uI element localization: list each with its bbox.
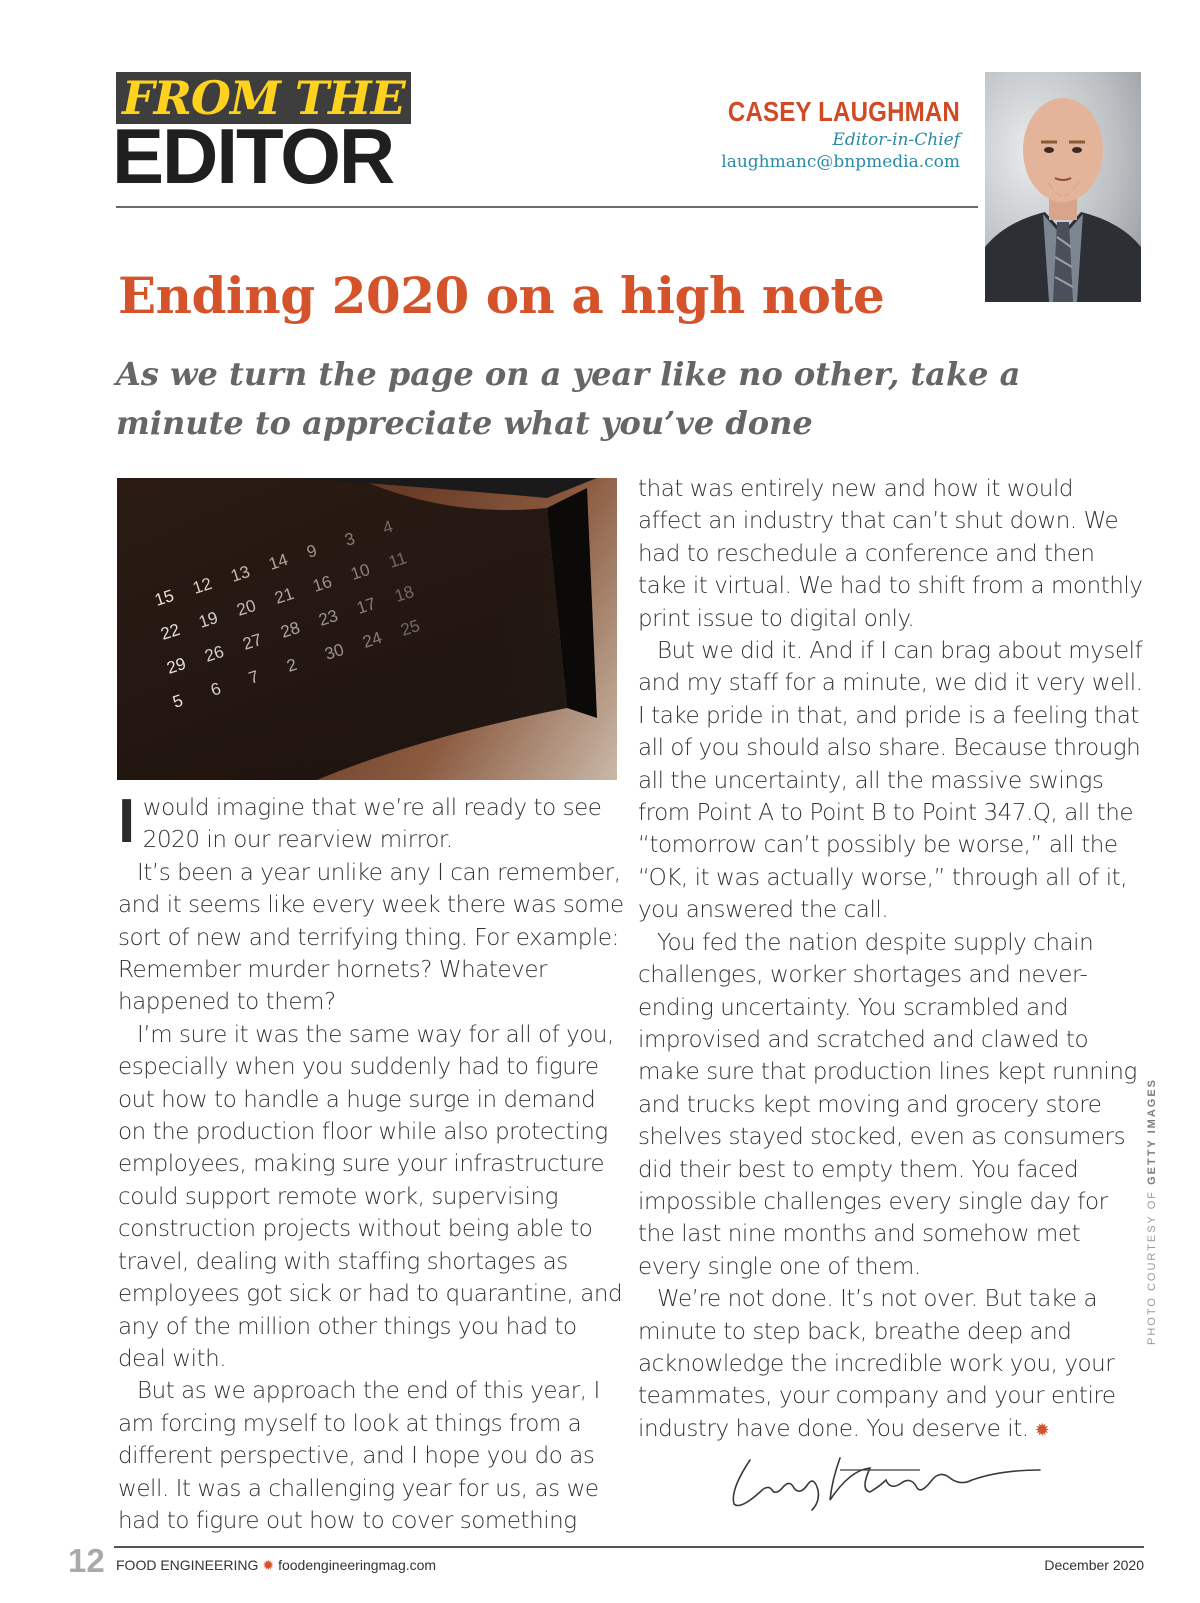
calendar-day-number: 30 bbox=[322, 639, 347, 664]
calendar-day-number: 12 bbox=[190, 573, 215, 598]
calendar-day-number: 24 bbox=[360, 627, 385, 652]
calendar-day-number: 28 bbox=[278, 617, 303, 642]
calendar-day-number: 19 bbox=[196, 607, 221, 632]
calendar-day-number: 4 bbox=[380, 516, 396, 538]
footer-divider bbox=[114, 1546, 1144, 1548]
article-paragraph-6: You fed the nation despite supply chain challenges, worker shortages and never-ending uncertainty. You scrambled and improvised and scratched and clawed to make sure that production lines kept running and trucks kept moving and grocery store shelves stayed stocked, even as consumers did their best to empty them. You faced impossible challenges every single day for the last nine months and somehow met every single one of them. bbox=[638, 929, 1137, 1280]
section-kicker: FROM THE bbox=[116, 72, 411, 124]
photo-credit-prefix: PHOTO COURTESY OF bbox=[1146, 1189, 1158, 1345]
article-paragraph-4-continued: that was entirely new and how it would affect an industry that can’t shut down. We had to reschedule a conference and then take it virtual. We had to shift from a monthly print issue to digital only. bbox=[638, 476, 1143, 632]
publication-name: FOOD ENGINEERING bbox=[116, 1557, 259, 1573]
masthead-divider bbox=[116, 206, 978, 208]
article-paragraph-3: I’m sure it was the same way for all of you, especially when you suddenly had to figure out how to handle a huge surge in demand on the production floor while also protecting employees, making sure your infrastructure could support remote work, supervising construction projects without being able to travel, dealing with staffing shortages as employees got sick or had to quarantine, and any of the million other things you had to deal with. bbox=[118, 1021, 623, 1372]
calendar-day-number: 10 bbox=[348, 559, 373, 584]
calendar-day-number: 18 bbox=[392, 581, 417, 606]
calendar-day-number: 3 bbox=[342, 528, 358, 550]
article-paragraph-4: But as we approach the end of this year, I am forcing myself to look at things from a different perspective, and I hope you do as well. It was a challenging year for us, as we had to figure out how to cover something bbox=[118, 1378, 600, 1534]
calendar-day-number: 2 bbox=[284, 654, 300, 676]
drop-cap: I bbox=[118, 787, 135, 856]
author-headshot bbox=[985, 72, 1141, 302]
calendar-day-number: 20 bbox=[234, 595, 259, 620]
calendar-day-number: 15 bbox=[152, 585, 177, 610]
calendar-illustration bbox=[117, 478, 617, 780]
author-email-link[interactable]: laughmanc@bnpmedia.com bbox=[721, 152, 960, 172]
author-name: CASEY LAUGHMAN bbox=[727, 96, 960, 127]
end-mark-icon: ✹ bbox=[1034, 1419, 1050, 1441]
article-headline: Ending 2020 on a high note bbox=[118, 266, 885, 325]
calendar-day-number: 14 bbox=[266, 549, 291, 574]
article-paragraph-2: It’s been a year unlike any I can remember, and it seems like every week there was some sort of new and terrifying thing. For example: Remember murder hornets? Whatever happened to them? bbox=[118, 859, 624, 1016]
footer-publication bbox=[116, 1557, 436, 1574]
calendar-day-number: 11 bbox=[386, 548, 410, 572]
page-number: 12 bbox=[68, 1542, 105, 1579]
calendar-day-number: 6 bbox=[208, 678, 224, 700]
calendar-day-number: 9 bbox=[304, 540, 320, 562]
calendar-day-number: 27 bbox=[240, 629, 265, 654]
article-column-left bbox=[118, 787, 624, 1537]
calendar-day-number: 13 bbox=[228, 561, 253, 586]
calendar-day-number: 26 bbox=[202, 641, 227, 666]
calendar-day-number: 21 bbox=[272, 583, 297, 608]
separator-icon: ✹ bbox=[262, 1557, 275, 1573]
photo-credit-source: GETTY IMAGES bbox=[1146, 1077, 1158, 1185]
article-paragraph-1 bbox=[118, 787, 624, 857]
calendar-day-number: 5 bbox=[170, 690, 186, 712]
photo-credit bbox=[1146, 1077, 1162, 1345]
section-title: EDITOR bbox=[112, 112, 394, 200]
article-paragraph-7 bbox=[638, 1283, 1143, 1447]
article-deck: As we turn the page on a year like no other, take a minute to appreciate what you’ve done bbox=[116, 355, 1021, 442]
calendar-day-number: 7 bbox=[246, 666, 262, 688]
article-paragraph-5: But we did it. And if I can brag about myself and my staff for a minute, we did it very well. I take pride in that, and pride is a feeling that all of you should also share. Because through all the uncertainty, all the massive swings from Point A to Point B to Point 347.Q, all the “tomorrow can’t possibly be worse,” all the “OK, it was actually worse,” through all of it, you answered the call. bbox=[638, 638, 1143, 924]
editor-signature bbox=[720, 1440, 1050, 1520]
calendar-day-number: 29 bbox=[164, 653, 189, 678]
author-role: Editor-in-Chief bbox=[832, 130, 960, 150]
calendar-photo bbox=[117, 478, 617, 780]
paragraph-7-text: We’re not done. It’s not over. But take a minute to step back, breathe deep and acknowledge the incredible work you, your teammates, your company and your entire industry have done. You deserve it. bbox=[638, 1286, 1116, 1442]
website-link[interactable]: foodengineeringmag.com bbox=[278, 1557, 437, 1573]
calendar-day-number: 17 bbox=[354, 593, 379, 618]
calendar-day-number: 23 bbox=[316, 605, 341, 630]
calendar-day-number: 25 bbox=[398, 615, 423, 640]
issue-date: December 2020 bbox=[1044, 1557, 1144, 1573]
article-column-right bbox=[638, 473, 1143, 1447]
headshot-illustration bbox=[985, 72, 1141, 302]
paragraph-1-text: would imagine that we’re all ready to see 2020 in our rearview mirror. bbox=[142, 795, 602, 854]
signature-icon bbox=[720, 1440, 1050, 1520]
calendar-day-number: 22 bbox=[158, 619, 183, 644]
calendar-day-number: 16 bbox=[310, 571, 335, 596]
